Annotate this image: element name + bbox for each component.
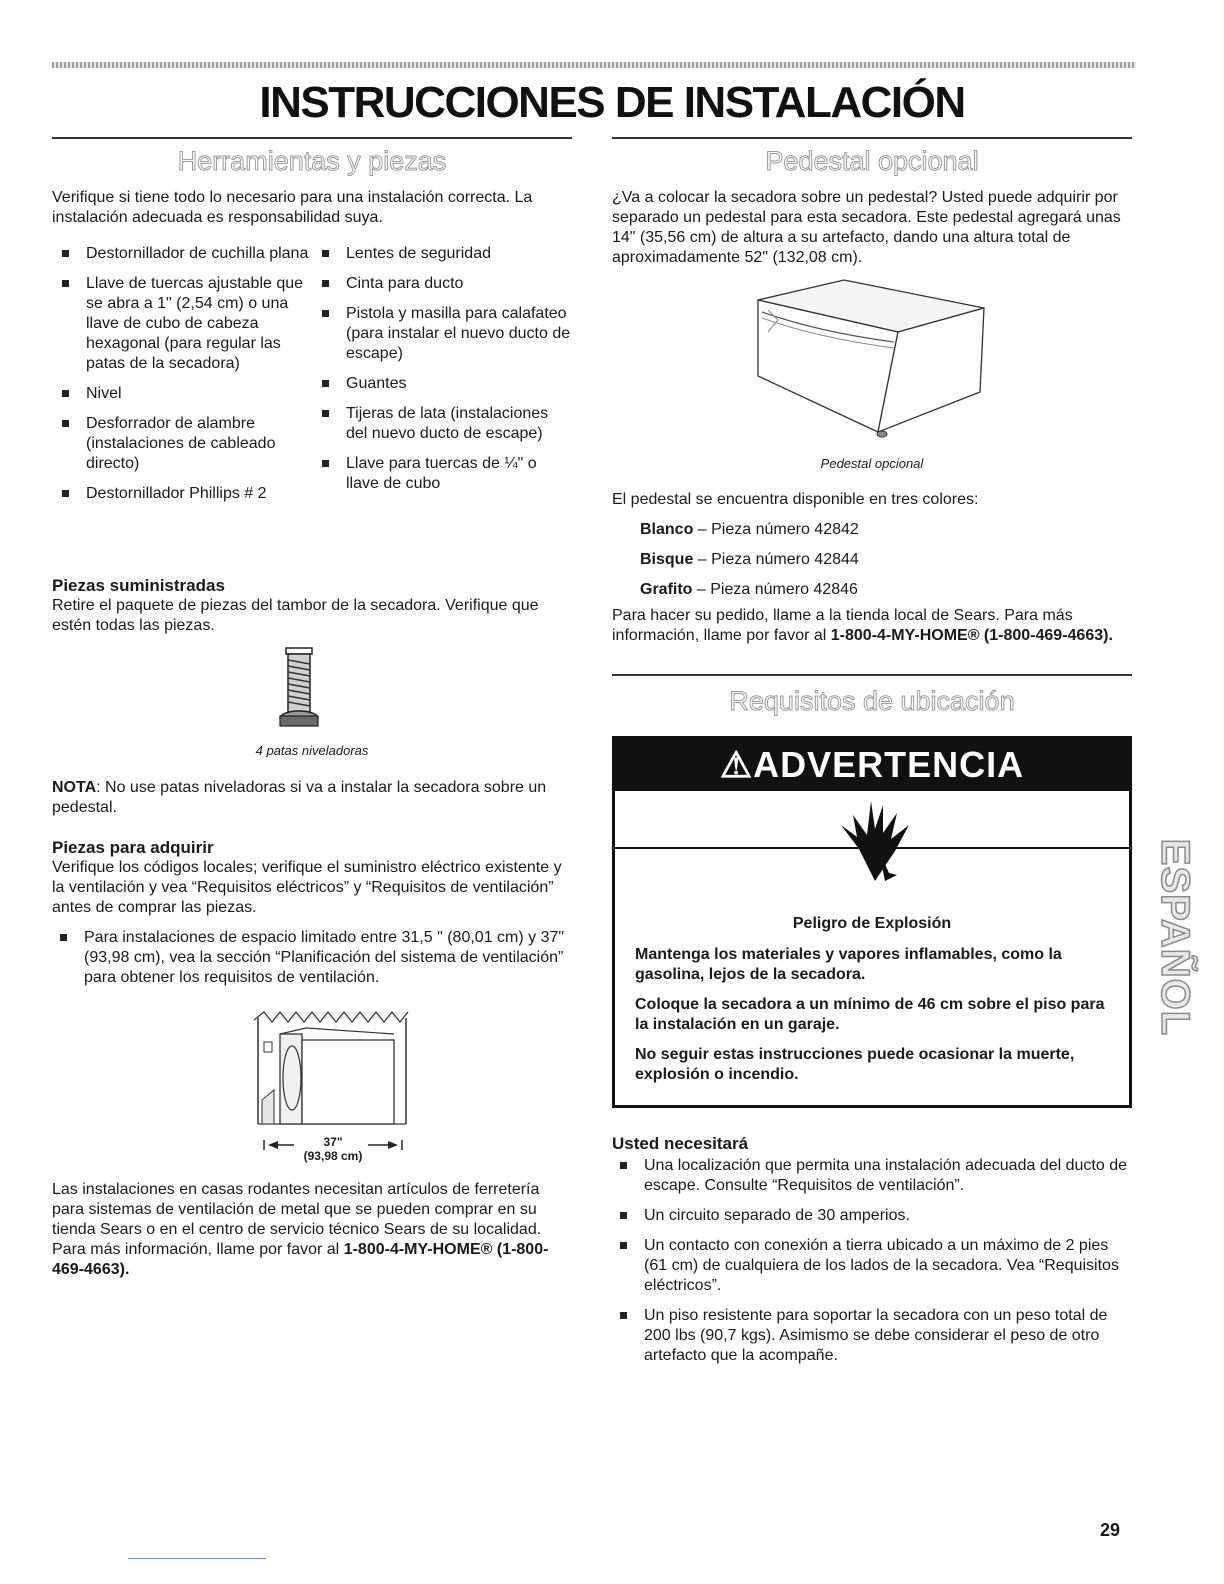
note-text: : No use patas niveladoras si va a instalar la secadora sobre un pedestal. [52, 779, 547, 816]
buy-parts-section [52, 838, 572, 918]
page-title: INSTRUCCIONES DE INSTALACIÓN [259, 78, 965, 127]
list-item: Desforrador de alambre (instalaciones de cableado directo) [54, 414, 312, 474]
list-item: Cinta para ducto [314, 274, 572, 294]
order-phone: 1-800-4-MY-HOME® (1-800-469-4663). [830, 627, 1113, 644]
tools-intro: Verifique si tiene todo lo necesario para una instalación correcta. La instalación adecuada es responsabilidad suya. [52, 189, 533, 226]
needs-heading: Usted necesitará [612, 1134, 749, 1153]
list-item: Para instalaciones de espacio limitado entre 31,5 " (80,01 cm) y 37" (93,98 cm), vea la sección “Planificación del sistema de ventilación” para obtener los requisitos de ventilación. [52, 928, 572, 988]
warning-triangle-icon: ⚠ [719, 744, 754, 785]
list-item: Destornillador de cuchilla plana [54, 244, 312, 264]
supplied-parts-section [52, 576, 572, 636]
footer-line [128, 1558, 266, 1559]
pedestal-intro: ¿Va a colocar la secadora sobre un pedestal? Usted puede adquirir por separado un pedestal para esta secadora. Este pedestal agregará unas 14" (35,56 cm) de altura a su artefacto, dando una altura total de aproximadamente 52" (132,08 cm). [612, 189, 1121, 266]
supplied-heading: Piezas suministradas [52, 576, 225, 595]
warning-line: Coloque la secadora a un mínimo de 46 cm sobre el piso para la instalación en un garaje. [635, 996, 1105, 1033]
dimension-metric: (93,98 cm) [303, 1149, 363, 1163]
list-item: Una localización que permita una instalación adecuada del ducto de escape. Consulte “Requisitos de ventilación”. [612, 1156, 1132, 1196]
list-item: Nivel [54, 384, 312, 404]
warning-line: No seguir estas instrucciones puede ocasionar la muerte, explosión o incendio. [635, 1046, 1075, 1083]
dimension-label [250, 1135, 416, 1163]
list-item: Guantes [314, 374, 572, 394]
list-item: Llave de tuercas ajustable que se abra a 1" (2,54 cm) o una llave de cubo de cabeza hexagonal (para regular las patas de la secadora) [54, 274, 312, 374]
warning-text [635, 945, 1105, 1095]
tools-heading: Herramientas y piezas [177, 146, 447, 176]
list-item: Blanco – Pieza número 42842 [640, 521, 859, 538]
side-tab-label: ESPAÑOL [1153, 838, 1198, 1037]
language-side-tab [1150, 815, 1200, 1060]
right-section-rule [612, 137, 1132, 139]
list-item: Un piso resistente para soportar la secadora con un peso total de 200 lbs (90,7 kgs). Asimismo se debe considerar el peso de otro artefacto que la acompañe. [612, 1306, 1132, 1366]
list-item: Pistola y masilla para calafateo (para instalar el nuevo ducto de escape) [314, 304, 572, 364]
order-text: Para hacer su pedido, llame a la tienda local de Sears. Para más información, llame por favor al [612, 607, 1073, 644]
location-section-rule [612, 674, 1132, 676]
list-item: Tijeras de lata (instalaciones del nuevo ducto de escape) [314, 404, 572, 444]
pedestal-illustration [748, 272, 994, 442]
pedestal-colors [612, 490, 1132, 600]
legs-caption: 4 patas niveladoras [255, 743, 369, 758]
note-label: NOTA [52, 779, 97, 796]
mobile-home-paragraph [52, 1180, 572, 1280]
pedestal-heading: Pedestal opcional [765, 146, 979, 176]
leveling-leg-illustration [278, 646, 322, 736]
list-item: Lentes de seguridad [314, 244, 572, 264]
needs-section [612, 1134, 1132, 1376]
page-number: 29 [1100, 1520, 1121, 1540]
list-item: Un contacto con conexión a tierra ubicado a un máximo de 2 pies (61 cm) de cualquiera de los lados de la secadora. Vea “Requisitos eléctricos”. [612, 1236, 1132, 1296]
left-section-rule [52, 137, 572, 139]
note-paragraph [52, 778, 572, 818]
list-item: Llave para tuercas de ¼" o llave de cubo [314, 454, 572, 494]
danger-title: Peligro de Explosión [792, 915, 952, 932]
supplied-text: Retire el paquete de piezas del tambor de la secadora. Verifique que estén todas las piezas. [52, 597, 539, 634]
warning-header [615, 739, 1129, 791]
buy-bullet-list [52, 928, 572, 998]
location-heading: Requisitos de ubicación [729, 686, 1015, 716]
list-item: Grafito – Pieza número 42846 [640, 581, 858, 598]
tools-list-left [54, 244, 312, 514]
warning-line: Mantenga los materiales y vapores inflamables, como la gasolina, lejos de la secadora. [635, 946, 1062, 983]
buy-text: Verifique los códigos locales; verifique el suministro eléctrico existente y la ventilación y vea “Requisitos eléctricos” y “Requisitos de ventilación” antes de comprar las piezas. [52, 859, 562, 916]
pedestal-order-paragraph [612, 606, 1132, 646]
tools-list-right [314, 244, 572, 504]
dimension-inches: 37" [323, 1135, 343, 1149]
warning-title: ADVERTENCIA [753, 744, 1025, 785]
warning-box [612, 736, 1132, 1108]
list-item: Destornillador Phillips # 2 [54, 484, 312, 504]
top-decorative-band [52, 62, 1136, 68]
buy-heading: Piezas para adquirir [52, 838, 214, 857]
colors-intro: El pedestal se encuentra disponible en tres colores: [612, 491, 979, 508]
list-item: Un circuito separado de 30 amperios. [612, 1206, 1132, 1226]
pedestal-caption: Pedestal opcional [820, 456, 924, 471]
mobile-home-phone: 1-800-4-MY-HOME® (1-800-469-4663). [52, 1241, 549, 1278]
mobile-home-text: Las instalaciones en casas rodantes necesitan artículos de ferretería para sistemas de ventilación de metal que se pueden comprar en su tienda Sears o en el centro de servicio técnico Sears de su localidad. Para más información, llame por favor al [52, 1181, 542, 1258]
list-item: Bisque – Pieza número 42844 [640, 551, 859, 568]
explosion-icon [835, 795, 915, 887]
